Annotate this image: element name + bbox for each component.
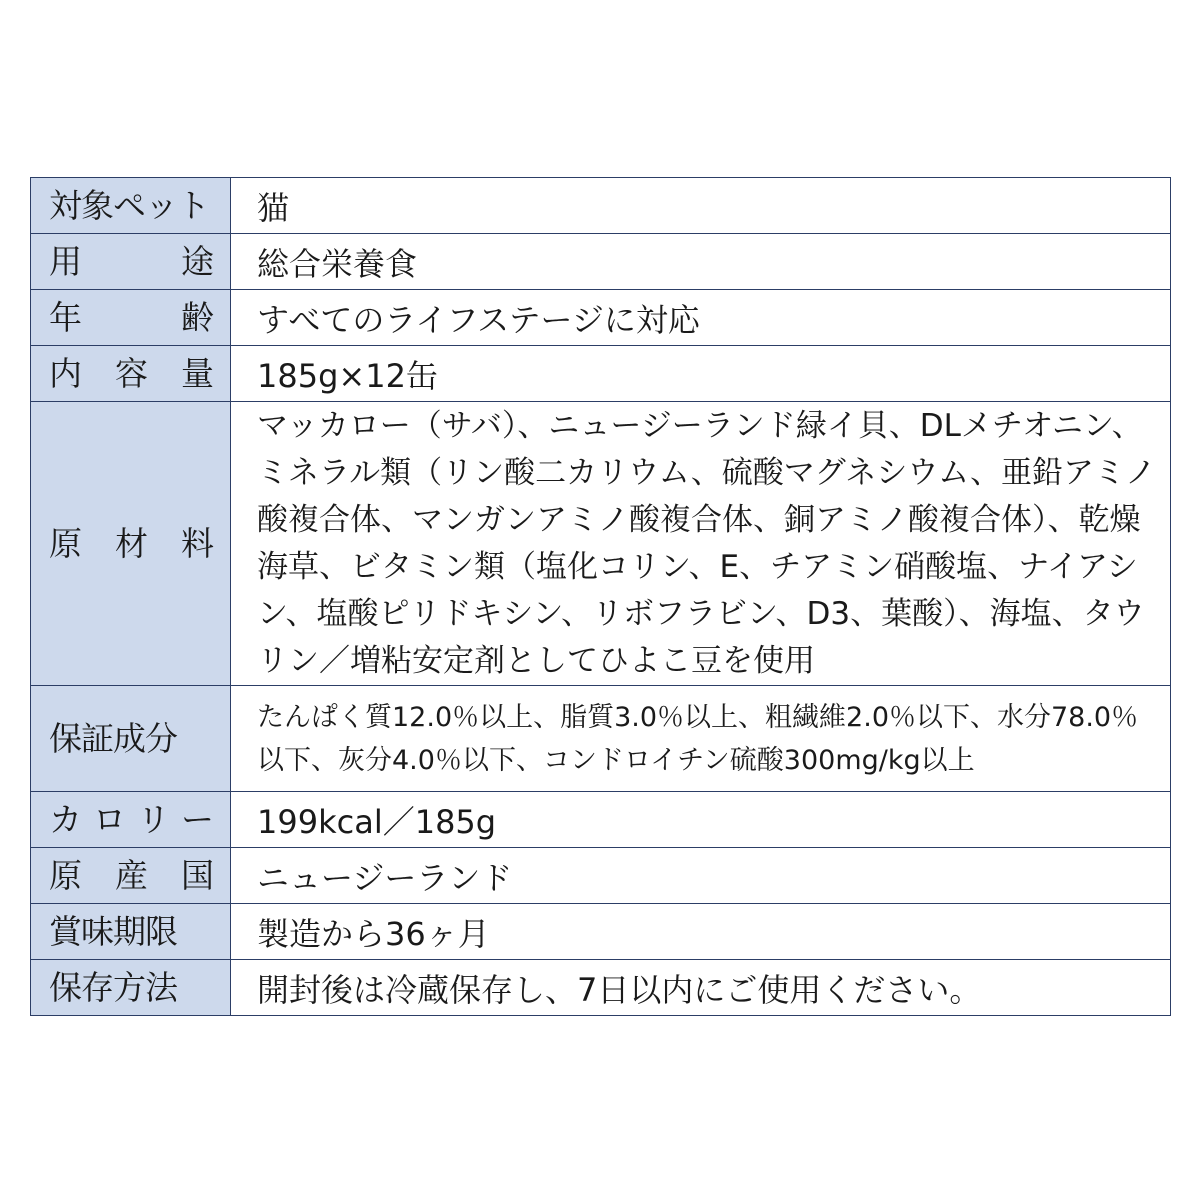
- spec-row-target-pet: [31, 178, 1171, 234]
- spec-row-guaranteed-analysis: [31, 686, 1171, 792]
- spec-value-age: すべてのライフステージに対応: [231, 290, 1171, 346]
- spec-value-best-before: 製造から36ヶ月: [231, 904, 1171, 960]
- spec-value-country-of-origin: ニュージーランド: [231, 848, 1171, 904]
- spec-row-best-before: [31, 904, 1171, 960]
- spec-value-ingredients: マッカロー（サバ）、ニュージーランド緑イ貝、DLメチオニン、ミネラル類（リン酸二カリウム、硫酸マグネシウム、亜鉛アミノ酸複合体、マンガンアミノ酸複合体、銅アミノ酸複合体）、乾燥海草、ビタミン類（塩化コリン、E、チアミン硝酸塩、ナイアシン、塩酸ピリドキシン、リボフラビン、D3、葉酸）、海塩、タウリン／増粘安定剤としてひよこ豆を使用: [231, 402, 1171, 686]
- spec-label-usage: 用 途: [31, 234, 231, 290]
- spec-label-age: 年 齢: [31, 290, 231, 346]
- spec-value-usage: 総合栄養食: [231, 234, 1171, 290]
- spec-label-guaranteed-analysis: 保証成分: [31, 686, 231, 792]
- spec-row-calories: [31, 792, 1171, 848]
- spec-label-storage: 保存方法: [31, 960, 231, 1016]
- spec-row-storage: [31, 960, 1171, 1016]
- spec-label-calories: カ ロ リ ー: [31, 792, 231, 848]
- spec-row-ingredients: [31, 402, 1171, 686]
- product-spec-table: [30, 177, 1171, 1016]
- spec-value-guaranteed-analysis: たんぱく質12.0％以上、脂質3.0％以上、粗繊維2.0％以下、水分78.0％以下、灰分4.0％以下、コンドロイチン硫酸300mg/kg以上: [231, 686, 1171, 792]
- spec-row-contents: [31, 346, 1171, 402]
- spec-value-calories: 199kcal／185g: [231, 792, 1171, 848]
- spec-label-contents: 内 容 量: [31, 346, 231, 402]
- spec-row-country-of-origin: [31, 848, 1171, 904]
- spec-label-target-pet: 対象ペット: [31, 178, 231, 234]
- spec-row-usage: [31, 234, 1171, 290]
- spec-value-storage: 開封後は冷蔵保存し、7日以内にご使用ください。: [231, 960, 1171, 1016]
- spec-row-age: [31, 290, 1171, 346]
- spec-value-target-pet: 猫: [231, 178, 1171, 234]
- spec-value-contents: 185g×12缶: [231, 346, 1171, 402]
- spec-label-ingredients: 原 材 料: [31, 402, 231, 686]
- spec-label-country-of-origin: 原 産 国: [31, 848, 231, 904]
- spec-label-best-before: 賞味期限: [31, 904, 231, 960]
